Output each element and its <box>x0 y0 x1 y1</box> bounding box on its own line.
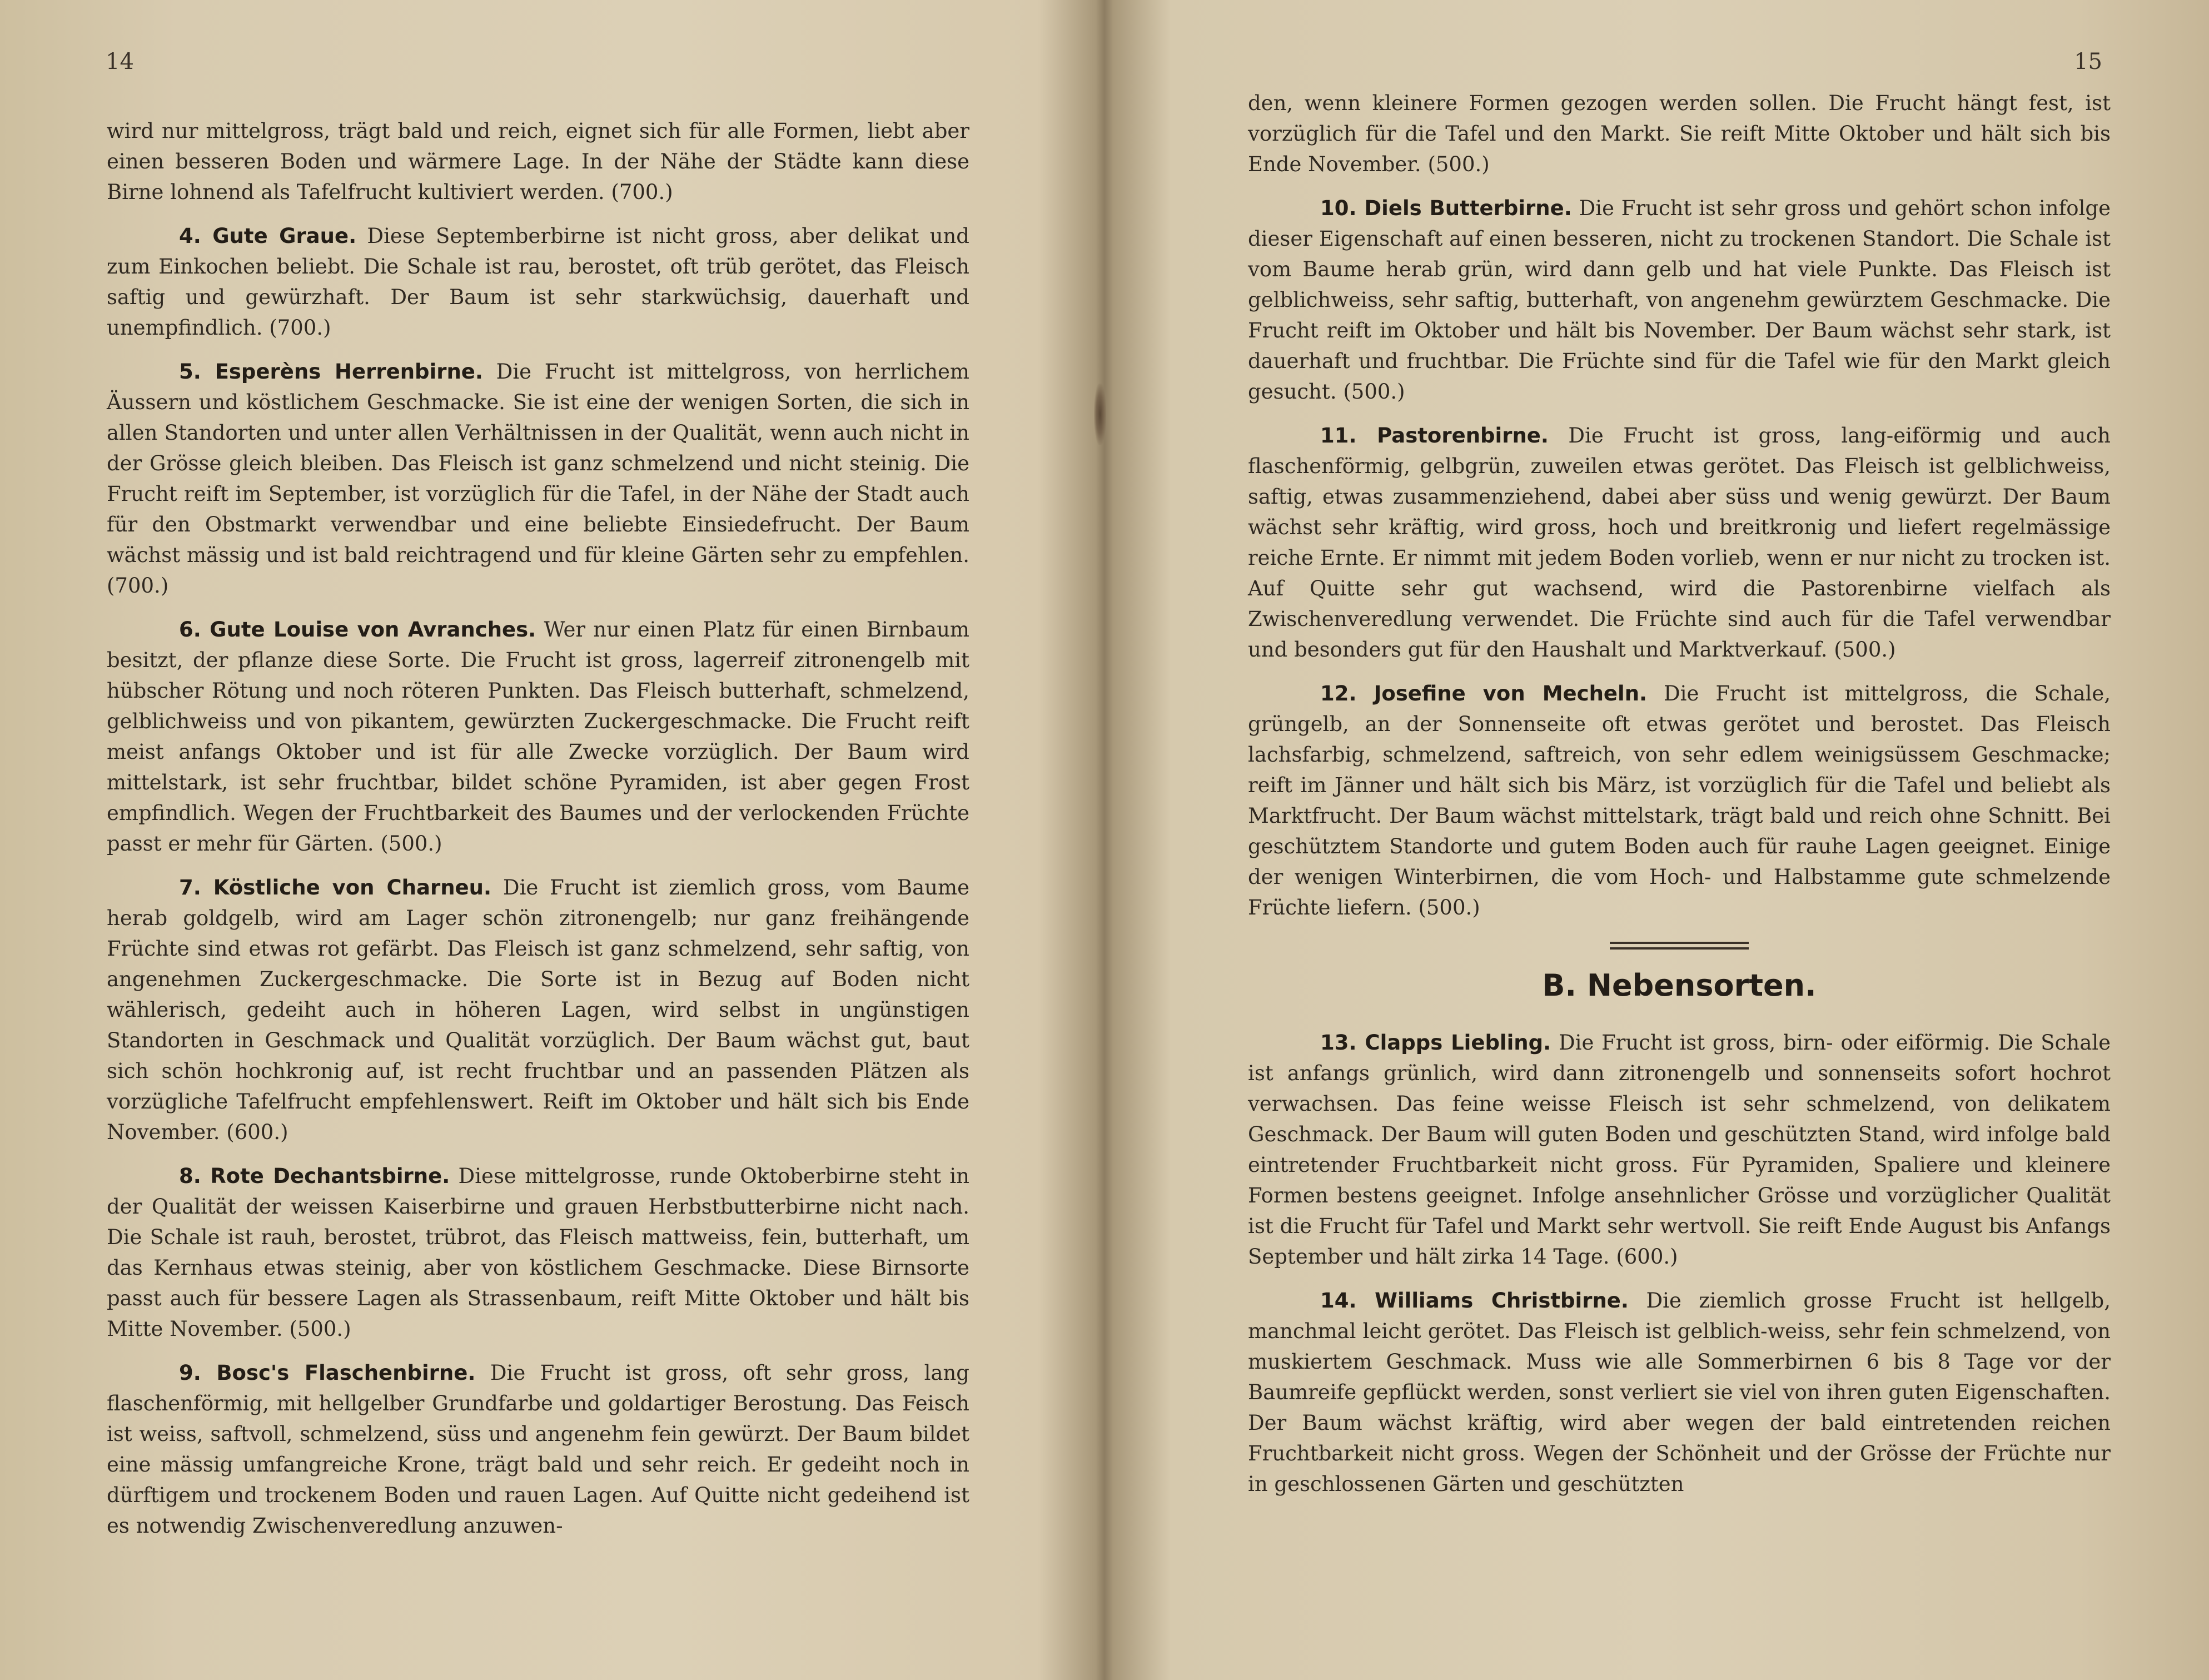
entry-title: 13. Clapps Liebling. <box>1320 1031 1551 1055</box>
entry-text: Wer nur einen Platz für einen Birnbaum besitzt, der pflanze diese Sorte. Die Frucht ist gross, lagerreif zitronengelb mit hübscher Rötung und noch röteren Punkten. Das Fleisch butterhaft, schmelzend, gelblichweiss und von pikantem, gewürzten Zuckergeschmacke. Die Frucht reift meist anfangs Oktober und ist für alle Zwecke vorzüglich. Der Baum wird mittelstark, ist sehr fruchtbar, bildet schöne Pyramiden, ist aber gegen Frost empfindlich. Wegen der Fruchtbarkeit des Baumes und der verlockenden Früchte passt er mehr für Gärten. (500.) <box>107 618 969 856</box>
paragraph <box>1248 88 2111 180</box>
variety-entry <box>107 1161 969 1344</box>
variety-entry <box>1248 678 2111 923</box>
page-number: 15 <box>2074 49 2102 74</box>
paragraph-text: den, wenn kleinere Formen gezogen werden sollen. Die Frucht hängt fest, ist vorzüglich für die Tafel und den Markt. Sie reift Mitte Oktober und hält sich bis Ende November. (500.) <box>1248 91 2111 176</box>
variety-entry <box>107 356 969 601</box>
entry-text: Diese Septemberbirne ist nicht gross, aber delikat und zum Einkochen beliebt. Die Schale ist rau, berostet, oft trüb gerötet, das Fleisch saftig und gewürzhaft. Der Baum ist sehr starkwüchsig, dauerhaft und unempfindlich. (700.) <box>107 224 969 340</box>
variety-entry <box>1248 1027 2111 1272</box>
entry-text: Die ziemlich grosse Frucht ist hellgelb, manchmal leicht gerötet. Das Fleisch ist gelblich-weiss, sehr fein schmelzend, von muskiertem Geschmack. Muss wie alle Sommerbirnen 6 bis 8 Tage vor der Baumreife gepflückt werden, sonst verliert sie viel von ihren guten Eigenschaften. Der Baum wächst kräftig, wird aber wegen der bald eintretenden reichen Fruchtbarkeit nicht gross. Wegen der Schönheit und der Grösse der Früchte nur in geschlossenen Gärten und geschützten <box>1248 1289 2111 1496</box>
variety-entry <box>107 614 969 859</box>
left-text-column <box>107 116 969 1554</box>
entry-title: 5. Esperèns Herrenbirne. <box>179 360 483 384</box>
variety-entry <box>107 1358 969 1541</box>
entry-text: Die Frucht ist gross, oft sehr gross, lang flaschenförmig, mit hellgelber Grundfarbe und goldartiger Berostung. Das Feisch ist weiss, saftvoll, schmelzend, süss und angenehm fein gewürzt. Der Baum bildet eine mässig umfangreiche Krone, trägt bald und sehr reich. Er gedeiht noch in dürftigem und trockenem Boden und rauen Lagen. Auf Quitte nicht gedeihend ist es notwendig Zwischenveredlung anzuwen- <box>107 1361 969 1538</box>
entry-title: 6. Gute Louise von Avranches. <box>179 618 536 642</box>
entry-title: 10. Diels Butterbirne. <box>1320 196 1572 220</box>
section-heading: B. Nebensorten. <box>1542 968 1817 1003</box>
entry-text: Die Frucht ist mittelgross, die Schale, grüngelb, an der Sonnenseite oft etwas gerötet und berostet. Das Fleisch lachsfarbig, schmelzend, saftreich, von sehr edlem weinigsüssem Geschmacke; reift im Jänner und hält sich bis März, ist vorzüglich für die Tafel und beliebt als Marktfrucht. Der Baum wächst mittelstark, trägt bald und reich ohne Schnitt. Bei geschütztem Standorte und gutem Boden auch für rauhe Lagen geeignet. Einige der wenigen Winterbirnen, die vom Hoch- und Halbstamme gute schmelzende Früchte liefern. (500.) <box>1248 682 2111 919</box>
right-page <box>1104 0 2209 1680</box>
entry-title: 14. Williams Christbirne. <box>1320 1289 1629 1313</box>
page-number: 14 <box>106 49 134 74</box>
entry-text: Die Frucht ist ziemlich gross, vom Baume herab goldgelb, wird am Lager schön zitronengelb; nur ganz freihängende Früchte sind etwas rot gefärbt. Das Fleisch ist ganz schmelzend, sehr saftig, von angenehmen Zuckergeschmacke. Die Sorte ist in Bezug auf Boden nicht wählerisch, gedeiht auch in höheren Lagen, wird selbst in ungünstigen Standorten in Geschmack und Qualität vorzüglich. Der Baum wächst gut, baut sich schön hochkronig auf, ist recht fruchtbar und an passenden Plätzen als vorzügliche Tafelfrucht empfehlenswert. Reift im Oktober und hält sich bis Ende November. (600.) <box>107 876 969 1144</box>
paragraph-text: wird nur mittelgross, trägt bald und reich, eignet sich für alle Formen, liebt aber einen besseren Boden und wärmere Lage. In der Nähe der Städte kann diese Birne lohnend als Tafelfrucht kultiviert werden. (700.) <box>107 119 969 204</box>
right-text-column <box>1248 88 2111 1513</box>
entry-text: Die Frucht ist gross, lang-eiförmig und auch flaschenförmig, gelbgrün, zuweilen etwas gerötet. Das Fleisch ist gelblichweiss, saftig, etwas zusammenziehend, dabei aber süss und wenig gewürzt. Der Baum wächst sehr kräftig, wird gross, hoch und breitkronig und liefert regelmässige reiche Ernte. Er nimmt mit jedem Boden vorlieb, wenn er nur nicht zu trocken ist. Auf Quitte sehr gut wachsend, wird die Pastorenbirne vielfach als Zwischenveredlung verwendet. Die Früchte sind auch für die Tafel verwendbar und besonders gut für den Haushalt und Marktverkauf. (500.) <box>1248 424 2111 662</box>
left-page <box>0 0 1104 1680</box>
variety-entry <box>107 221 969 343</box>
entry-title: 8. Rote Dechantsbirne. <box>179 1164 450 1188</box>
entry-text: Diese mittelgrosse, runde Oktoberbirne steht in der Qualität der weissen Kaiserbirne und grauen Herbstbutterbirne nicht nach. Die Schale ist rauh, berostet, trübrot, das Fleisch mattweiss, fein, butterhaft, um das Kernhaus etwas steinig, aber von köstlichem Geschmacke. Diese Birnsorte passt auch für bessere Lagen als Strassenbaum, reift Mitte Oktober und hält bis Mitte November. (500.) <box>107 1164 969 1341</box>
entry-title: 4. Gute Graue. <box>179 224 357 248</box>
entry-text: Die Frucht ist sehr gross und gehört schon infolge dieser Eigenschaft auf einen besseren, nicht zu trockenen Standort. Die Schale ist vom Baume herab grün, wird dann gelb und hat viele Punkte. Das Fleisch ist gelblichweiss, sehr saftig, butterhaft, von angenehm gewürztem Geschmacke. Die Frucht reift im Oktober und hält bis November. Der Baum wächst sehr stark, ist dauerhaft und fruchtbar. Die Früchte sind für die Tafel wie für den Markt gleich gesucht. (500.) <box>1248 196 2111 404</box>
variety-entry <box>1248 193 2111 407</box>
entry-title: 12. Josefine von Mecheln. <box>1320 682 1648 705</box>
entry-text: Die Frucht ist mittelgross, von herrlichem Äussern und köstlichem Geschmacke. Sie ist eine der wenigen Sorten, die sich in allen Standorten und unter allen Verhältnissen in der Qualität, wenn auch nicht in der Grösse gleich bleiben. Das Fleisch ist ganz schmelzend und nicht steinig. Die Frucht reift im September, ist vorzüglich für die Tafel, in der Nähe der Stadt auch für den Obstmarkt verwendbar und eine beliebte Einsiedefrucht. Der Baum wächst mässig und ist bald reichtragend und für kleine Gärten sehr zu empfehlen. (700.) <box>107 360 970 598</box>
variety-entry <box>107 872 969 1147</box>
entry-title: 11. Pastorenbirne. <box>1320 424 1549 448</box>
entry-title: 9. Bosc's Flaschenbirne. <box>179 1361 476 1385</box>
paragraph <box>107 116 969 207</box>
variety-entry <box>1248 420 2111 665</box>
entry-title: 7. Köstliche von Charneu. <box>179 876 492 899</box>
entry-text: Die Frucht ist gross, birn- oder eiförmig. Die Schale ist anfangs grünlich, wird dann zitronengelb und sonnenseits sofort hochrot verwachsen. Das feine weisse Fleisch ist sehr schmelzend, von delikatem Geschmack. Der Baum will guten Boden und geschützten Stand, wird infolge bald eintretender Fruchtbarkeit nicht gross. Für Pyramiden, Spaliere und kleinere Formen bestens geeignet. Infolge ansehnlicher Grösse und vorzüglicher Qualität ist die Frucht für Tafel und Markt sehr wertvoll. Sie reift Ende August bis Anfangs September und hält zirka 14 Tage. (600.) <box>1248 1031 2111 1269</box>
variety-entry <box>1248 1285 2111 1499</box>
section-divider <box>1610 942 1749 950</box>
